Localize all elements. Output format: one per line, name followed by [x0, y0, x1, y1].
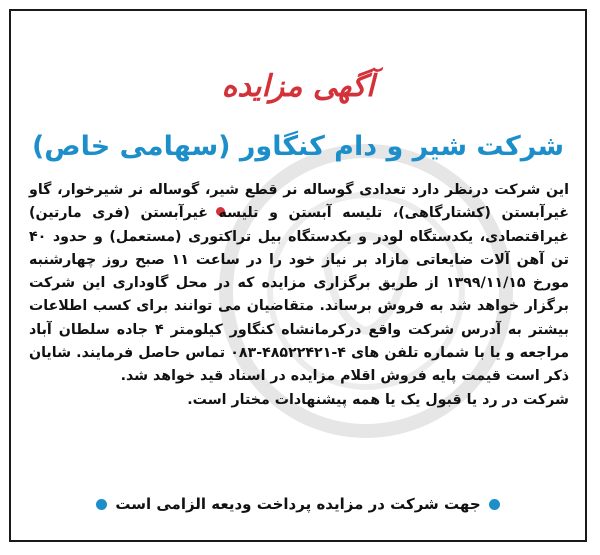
deposit-notice-text: جهت شرکت در مزایده پرداخت ودیعه الزامی است — [115, 495, 481, 513]
deposit-notice — [51, 495, 545, 513]
bullet-right-icon — [489, 499, 500, 510]
ad-heading: آگهی مزایده — [221, 69, 375, 104]
ad-body-paragraph: این شرکت درنظر دارد تعدادی گوساله نر قطع شیر، گوساله نر شیرخوار، گاو غیرآبستن (کشتارگاهی)، تلیسه آبستن و تلیسه غیرآبستن (فری مارتین) غیراقتصادی، یکدستگاه لودر و یکدستگاه بیل تراکتوری (مستعمل) و حدود ۴۰ تن آهن آلات ضایعاتی مازاد بر نیاز خود را در ساعت ۱۱ صبح روز چهارشنبه مورخ ۱۳۹۹/۱۱/۱۵ از طریق برگزاری مزایده که در محل گاوداری این شرکت برگزار خواهد شد به فروش برساند. متقاضیان می توانند برای کسب اطلاعات بیشتر به آدرس شرکت واقع درکرمانشاه کنگاور کیلومتر ۴ جاده سلطان آباد مراجعه و یا با شماره تلفن های ۴-۴۸۵۲۲۴۲۱-۰۸۳ تماس حاصل فرمایند. شایان ذکر است قیمت پایه فروش اقلام مزایده در اسناد قید خواهد شد. — [29, 182, 569, 385]
bullet-left-icon — [96, 499, 107, 510]
ad-closing-line: شرکت در رد یا قبول یک یا همه پیشنهادات مختار است. — [187, 391, 569, 408]
company-name: شرکت شیر و دام کنگاور (سهامی خاص) — [31, 131, 565, 162]
ad-body — [29, 179, 569, 412]
ad-frame — [9, 9, 587, 542]
